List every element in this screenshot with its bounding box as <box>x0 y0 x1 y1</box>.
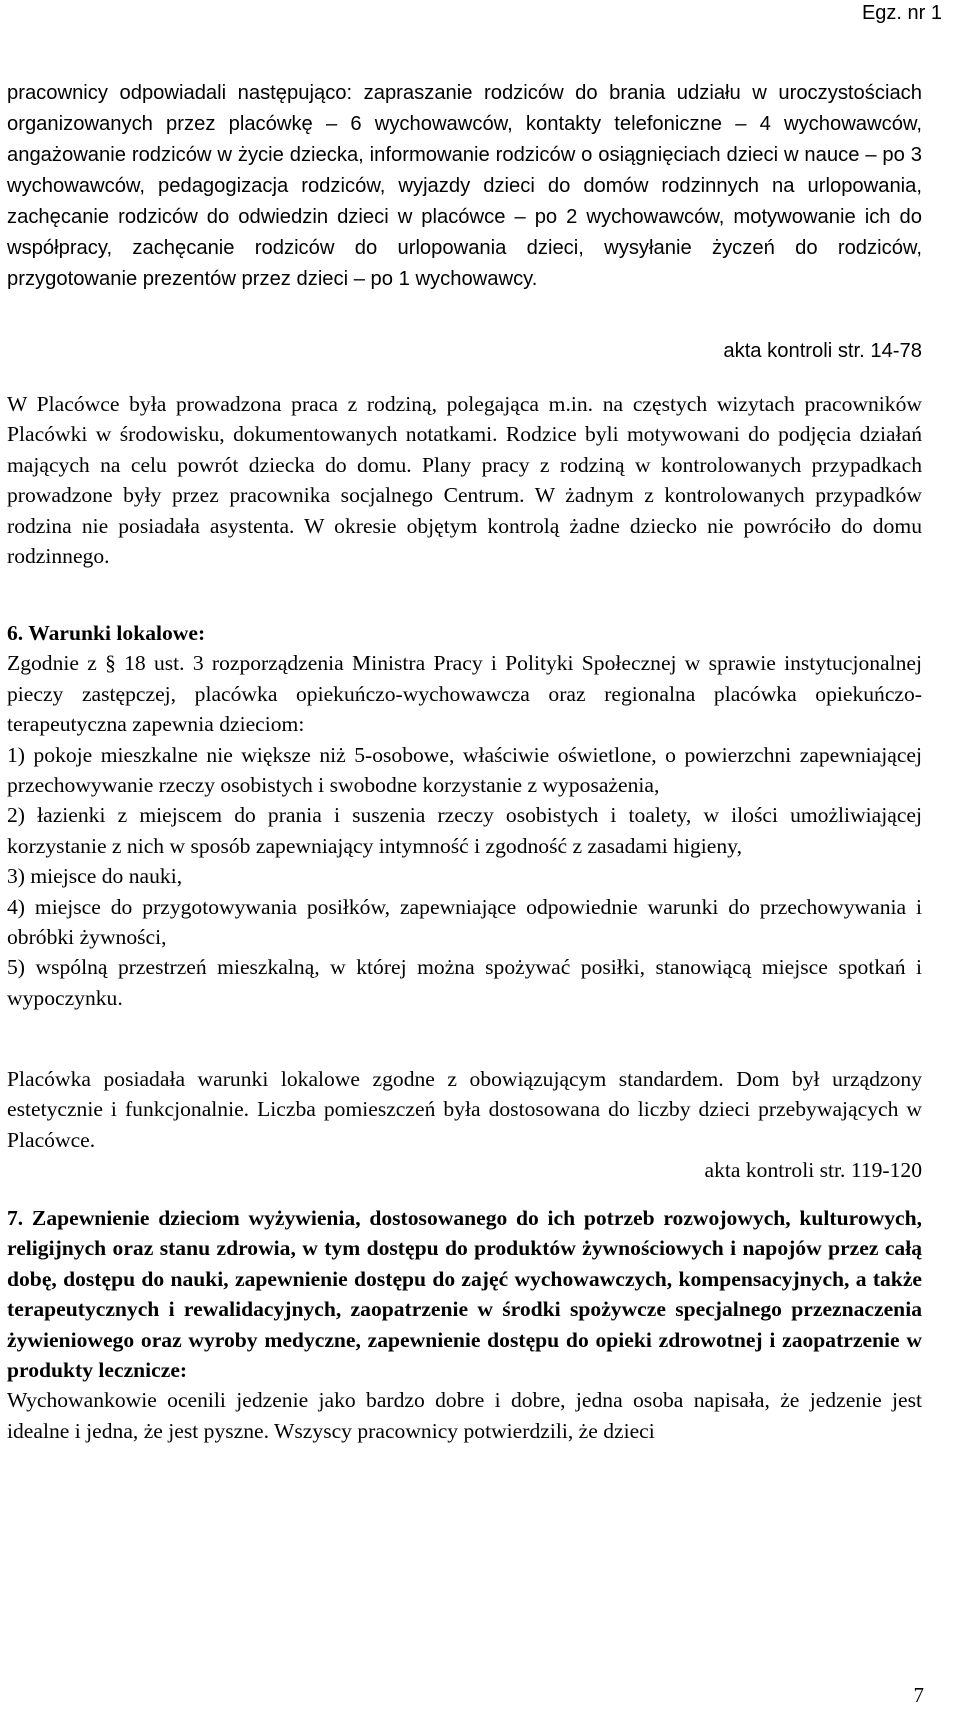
section-heading: 6. Warunki lokalowe: <box>7 621 206 645</box>
page-number: 7 <box>913 1683 924 1707</box>
list-item: 1) pokoje mieszkalne nie większe niż 5-osobowe, właściwie oświetlone, o powierzchni zapewniającej przechowywanie rzeczy osobistych i swobodne korzystanie z wyposażenia, <box>7 742 922 798</box>
list-item: 4) miejsce do przygotowywania posiłków, zapewniające odpowiednie warunki do przechowywania i obróbki żywności, <box>7 894 922 950</box>
files-reference: akta kontroli str. 14-78 <box>723 340 922 362</box>
reference-block-a <box>7 336 922 367</box>
section-parents-cooperation <box>7 78 922 295</box>
list-item: 5) wspólną przestrzeń mieszkalną, w której można spożywać posiłki, stanowiącą miejsce spotkań i wypoczynku. <box>7 955 922 1010</box>
section-nutrition <box>7 1203 922 1446</box>
paragraph-family-work: W Placówce była prowadzona praca z rodziną, polegająca m.in. na częstych wizytach pracowników Placówki w środowisku, dokumentowanych notatkami. Rodzice byli motywowani do podjęcia działań mających na celu powrót dziecka do domu. Plany pracy z rodziną w kontrolowanych przypadkach prowadzone były przez pracownika socjalnego Centrum. W żadnym z kontrolowanych przypadków rodzina nie posiadała asystenta. W okresie objętym kontrolą żadne dziecko nie powróciło do domu rodzinnego. <box>7 392 922 569</box>
paragraph-staff-answers: pracownicy odpowiadali następująco: zapraszanie rodziców do brania udziału w uroczystościach organizowanych przez placówkę – 6 wychowawców, kontakty telefoniczne – 4 wychowawców, angażowanie rodziców w życie dziecka, informowanie rodziców o osiągnięciach dzieci w nauce – po 3 wychowawców, pedagogizacja rodziców, wyjazdy dzieci do domów rodzinnych na urlopowania, zachęcanie rodziców do odwiedzin dzieci w placówce – po 2 wychowawców, motywowanie ich do współpracy, zachęcanie rodziców do urlopowania dzieci, wysyłanie życzeń do rodziców, przygotowanie prezentów przez dzieci – po 1 wychowawcy. <box>7 82 922 290</box>
section-housing-summary <box>7 1064 922 1186</box>
list-item: 2) łazienki z miejscem do prania i suszenia rzeczy osobistych i toalety, w ilości umożliwiającej korzystanie z nich w sposób zapewniający intymność i zgodność z zasadami higieny, <box>7 803 922 858</box>
paragraph-housing-summary: Placówka posiadała warunki lokalowe zgodne z obowiązującym standardem. Dom był urządzony estetycznie i funkcjonalnie. Liczba pomieszczeń była dostosowana do liczby dzieci przebywających w Placówce. <box>7 1067 922 1152</box>
paragraph-regulation-intro: Zgodnie z § 18 ust. 3 rozporządzenia Ministra Pracy i Polityki Społecznej w sprawie instytucjonalnej pieczy zastępczej, placówka opiekuńczo-wychowawcza oraz regionalna placówka opiekuńczo-terapeutyczna zapewnia dzieciom: <box>7 651 922 737</box>
paragraph-nutrition-body: Wychowankowie ocenili jedzenie jako bardzo dobre i dobre, jedna osoba napisała, że jedzenie jest idealne i jedna, że jest pyszne. Wszyscy pracownicy potwierdzili, że dzieci <box>7 1388 922 1443</box>
list-item: 3) miejsce do nauki, <box>7 864 183 889</box>
files-reference: akta kontroli str. 119-120 <box>704 1158 922 1183</box>
section-housing-conditions <box>7 618 922 1013</box>
copy-number-label: Egz. nr 1 <box>861 2 942 24</box>
section-family-work <box>7 389 922 571</box>
section-heading: 7. Zapewnienie dzieciom wyżywienia, dostosowanego do ich potrzeb rozwojowych, kulturowych, religijnych oraz stanu zdrowia, w tym dostępu do produktów żywnościowych i napojów przez całą dobę, dostępu do nauki, zapewnienie dostępu do zajęć wychowawczych, kompensacyjnych, a także terapeutycznych i rewalidacyjnych, zaopatrzenie w środki spożywcze specjalnego przeznaczenia żywieniowego oraz wyroby medyczne, zapewnienie dostępu do opieki zdrowotnej i zaopatrzenie w produkty lecznicze: <box>7 1206 922 1383</box>
